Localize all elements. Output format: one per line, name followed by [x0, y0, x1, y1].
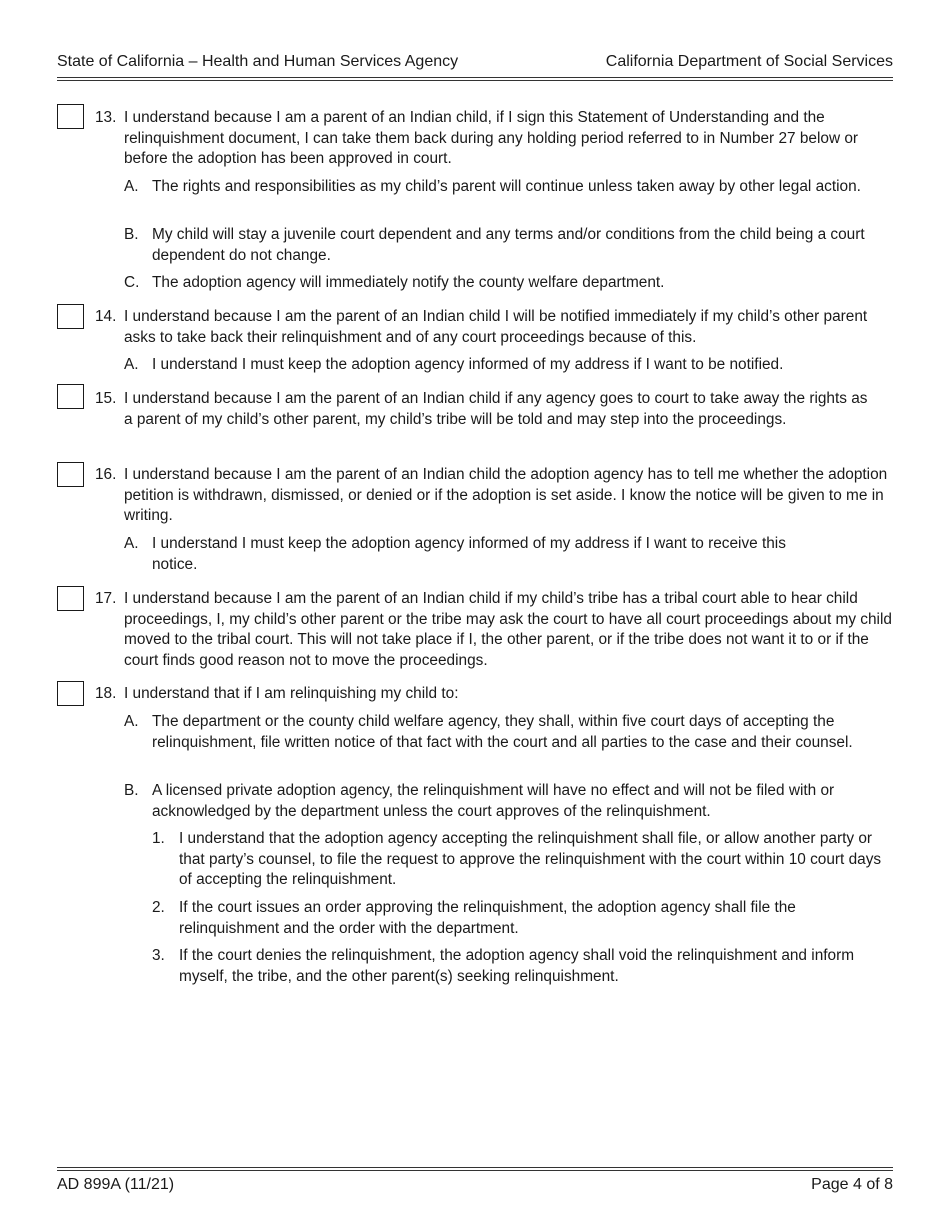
- page-footer: [57, 1173, 893, 1197]
- footer-rule-top: [57, 1167, 893, 1168]
- item-13a-label: A.: [124, 178, 139, 195]
- page-number: Page 4 of 8: [811, 1176, 893, 1193]
- item-18b2-text: If the court issues an order approving the relinquishment, the adoption agency shall file the relinquishment and the order with the department.: [179, 899, 796, 937]
- header-rule-top: [57, 77, 893, 78]
- item-13a-text: The rights and responsibilities as my child’s parent will continue unless taken away by other legal action.: [152, 178, 861, 195]
- item-13c-label: C.: [124, 274, 140, 291]
- checkbox-item-17[interactable]: [57, 586, 84, 611]
- checkbox-item-14[interactable]: [57, 304, 84, 329]
- form-id: AD 899A (11/21): [57, 1176, 175, 1193]
- header-agency: State of California – Health and Human Services Agency: [57, 53, 459, 70]
- item-16-text: I understand because I am the parent of an Indian child the adoption agency has to tell me whether the adoption petition is withdrawn, dismissed, or denied or if the adoption is set aside. I know the notice will be given to me in writing.: [124, 466, 888, 525]
- item-13c-text: The adoption agency will immediately notify the county welfare department.: [152, 274, 665, 291]
- item-18b3-label: 3.: [152, 947, 165, 964]
- item-18b1-text: I understand that the adoption agency accepting the relinquishment shall file, or allow another party or that party’s counsel, to file the request to approve the relinquishment with the court within 10 court days of accepting the relinquishment.: [179, 830, 882, 889]
- footer-rule-bottom: [57, 1170, 893, 1171]
- item-13-number: 13.: [95, 109, 117, 126]
- item-16-number: 16.: [95, 466, 117, 483]
- item-15-number: 15.: [95, 390, 117, 407]
- checkbox-item-13[interactable]: [57, 104, 84, 129]
- item-18b1-label: 1.: [152, 830, 165, 847]
- item-18b-text: A licensed private adoption agency, the relinquishment will have no effect and will not be filed with or acknowledged by the department unless the court approves of the relinquishment.: [152, 782, 835, 820]
- item-13b-label: B.: [124, 226, 139, 243]
- item-18b2-label: 2.: [152, 899, 165, 916]
- item-15-text: I understand because I am the parent of an Indian child if any agency goes to court to take away the rights as a parent of my child’s other parent, my child’s tribe will be told and may step into the proceedings.: [124, 390, 868, 428]
- checkbox-item-18[interactable]: [57, 681, 84, 706]
- item-18a-text: The department or the county child welfare agency, they shall, within five court days of accepting the relinquishment, file written notice of that fact with the court and all parties to the case and their counsel.: [152, 713, 853, 751]
- item-14a-label: A.: [124, 356, 139, 373]
- item-18-text: I understand that if I am relinquishing my child to:: [124, 685, 459, 702]
- item-14-number: 14.: [95, 308, 117, 325]
- item-18-number: 18.: [95, 685, 117, 702]
- page-header: [57, 50, 893, 74]
- item-16a-label: A.: [124, 535, 139, 552]
- item-18a-label: A.: [124, 713, 139, 730]
- item-17-number: 17.: [95, 590, 117, 607]
- item-18b3-text: If the court denies the relinquishment, the adoption agency shall void the relinquishment and inform myself, the tribe, and the other parent(s) seeking relinquishment.: [179, 947, 855, 985]
- item-14-text: I understand because I am the parent of an Indian child I will be notified immediately if my child’s other parent asks to take back their relinquishment and of any court proceedings because of this.: [124, 308, 868, 346]
- checkbox-item-16[interactable]: [57, 462, 84, 487]
- checkbox-item-15[interactable]: [57, 384, 84, 409]
- item-13b-text: My child will stay a juvenile court dependent and any terms and/or conditions from the child being a court dependent do not change.: [152, 226, 865, 264]
- header-department: California Department of Social Services: [605, 53, 893, 70]
- item-18b-label: B.: [124, 782, 139, 799]
- header-rule-bottom: [57, 80, 893, 81]
- item-13-text: I understand because I am a parent of an Indian child, if I sign this Statement of Understanding and the relinquishment document, I can take them back during any holding period referred to in Number 27 below or before the adoption has been approved in court.: [124, 109, 859, 168]
- item-16a-text: I understand I must keep the adoption agency informed of my address if I want to receive this notice.: [152, 535, 786, 573]
- item-17-text: I understand because I am the parent of an Indian child if my child’s tribe has a tribal court able to hear child proceedings, I, my child’s other parent or the tribe may ask the court to have all court proceedings about my child moved to the tribal court. This will not take place if I, the other parent, or if the tribe does not want it to or if the court finds good reason not to move the proceedings.: [124, 590, 892, 669]
- item-14a-text: I understand I must keep the adoption agency informed of my address if I want to be notified.: [152, 356, 784, 373]
